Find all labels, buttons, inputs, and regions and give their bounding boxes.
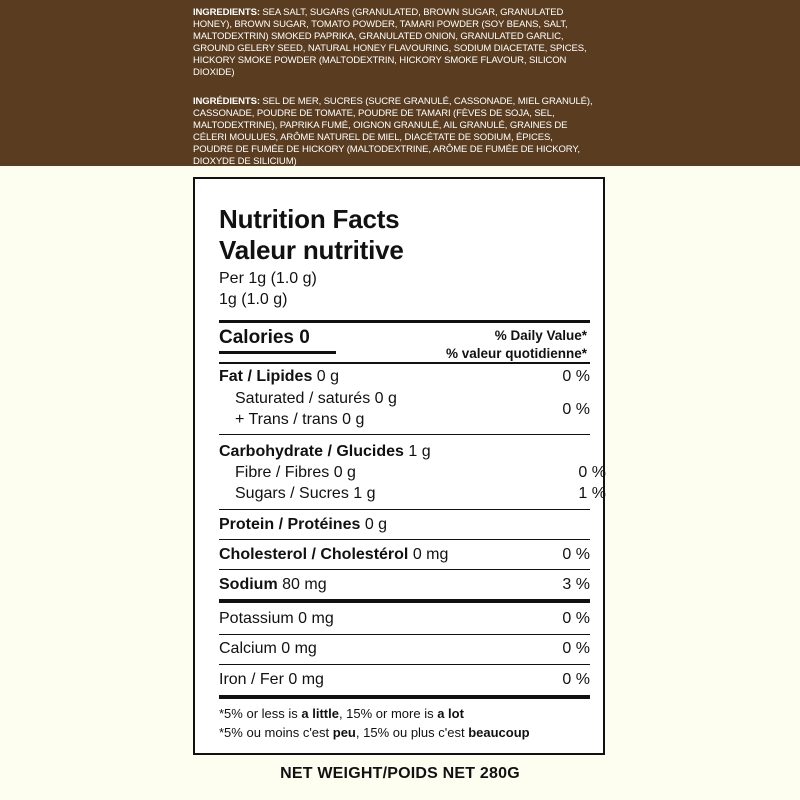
fat-dv: 0 %	[562, 368, 590, 385]
sugars-row	[219, 484, 606, 504]
fibre-dv: 0 %	[578, 464, 606, 481]
ingredients-band	[0, 0, 800, 166]
title-en: Nutrition Facts	[219, 204, 400, 234]
carbohydrate-row	[219, 442, 590, 462]
chol-dv: 0 %	[562, 546, 590, 563]
footnote-fr-bold: peu	[332, 725, 356, 740]
sugars-dv: 1 %	[578, 485, 606, 502]
ingredients-french	[193, 96, 593, 168]
calcium-row	[219, 639, 590, 659]
divider	[219, 509, 590, 510]
protein-row	[219, 515, 590, 535]
calcium-dv: 0 %	[562, 640, 590, 657]
daily-value-header	[446, 327, 587, 363]
serving-size	[219, 268, 317, 310]
potassium-dv: 0 %	[562, 610, 590, 627]
potassium-label: Potassium 0 mg	[219, 610, 334, 627]
footnote	[219, 704, 530, 742]
divider-thick	[219, 695, 590, 699]
footnote-fr-part: *5% ou moins c'est	[219, 725, 333, 740]
fat-value: 0 g	[312, 368, 340, 385]
sugars-label: Sugars / Sucres 1 g	[235, 485, 376, 502]
divider	[219, 434, 590, 435]
ingredients-en-label: INGREDIENTS:	[193, 7, 260, 18]
sodium-row	[219, 575, 590, 595]
divider	[219, 664, 590, 665]
ingredients-en-text: SEA SALT, SUGARS (GRANULATED, BROWN SUGAR, GRANULATED HONEY), BROWN SUGAR, TOMATO POWDER, TAMARI POWDER (SOY BEANS, SALT, MALTODEXTRIN) SMOKED PAPRIKA, GRANULATED ONION, GRANULATED GARLIC, GROUND GELERY SEED, NATURAL HONEY FLAVOURING, SODIUM DIACETATE, SPICES, HICKORY SMOKE POWDER (MALTODEXTRIN, HICKORY SMOKE FLAVOUR, SILICON DIOXIDE)	[193, 7, 587, 78]
divider	[219, 362, 590, 364]
serving-line-2: 1g (1.0 g)	[219, 291, 288, 308]
calories-underline	[219, 351, 336, 354]
carb-value: 1 g	[403, 443, 431, 460]
dv-header-en: % Daily Value*	[494, 328, 587, 343]
footnote-en-part: *5% or less is	[219, 706, 302, 721]
sodium-value: 80 mg	[277, 576, 327, 593]
potassium-row	[219, 609, 590, 629]
iron-label: Iron / Fer 0 mg	[219, 671, 324, 688]
divider	[219, 539, 590, 540]
fat-label: Fat / Lipides	[219, 368, 313, 385]
fibre-row	[219, 463, 606, 483]
footnote-fr-bold: beaucoup	[468, 725, 530, 740]
sodium-dv: 3 %	[562, 576, 590, 593]
nutrition-title	[219, 204, 404, 266]
divider-thick	[219, 320, 590, 323]
carb-label: Carbohydrate / Glucides	[219, 443, 404, 460]
footnote-fr-part: , 15% ou plus c'est	[355, 725, 469, 740]
calcium-label: Calcium 0 mg	[219, 640, 317, 657]
divider	[219, 634, 590, 635]
footnote-en-bold: a lot	[437, 706, 464, 721]
divider	[219, 569, 590, 570]
nutrition-facts-table	[193, 177, 605, 755]
iron-dv: 0 %	[562, 671, 590, 688]
footnote-fr	[219, 723, 530, 742]
chol-value: 0 mg	[408, 546, 449, 563]
net-weight: NET WEIGHT/POIDS NET 280G	[280, 765, 520, 782]
saturated-row: Saturated / saturés 0 g	[235, 390, 397, 407]
iron-row	[219, 670, 590, 690]
chol-label: Cholesterol / Cholestérol	[219, 546, 409, 563]
ingredients-fr-label: INGRÉDIENTS:	[193, 96, 260, 107]
trans-row: + Trans / trans 0 g	[235, 411, 365, 428]
protein-label: Protein / Protéines	[219, 516, 361, 533]
calories-label: Calories 0	[219, 327, 310, 348]
divider-thick	[219, 599, 590, 603]
cholesterol-row	[219, 545, 590, 565]
footnote-en	[219, 704, 530, 723]
title-fr: Valeur nutritive	[219, 235, 404, 265]
serving-line-1: Per 1g (1.0 g)	[219, 270, 317, 287]
ingredients-fr-text: SEL DE MER, SUCRES (SUCRE GRANULÉ, CASSONADE, MIEL GRANULÉ), CASSONADE, POUDRE DE TOMATE, POUDRE DE TAMARI (FÈVES DE SOJA, SEL, MALTODEXTRINE), PAPRIKA FUMÉ, OIGNON GRANULÉ, AIL GRANULÉ, GRAINES DE CÉLERI MOULUES, ARÔME NATUREL DE MIEL, DIACÉTATE DE SODIUM, ÉPICES, POUDRE DE FUMÉE DE HICKORY (MALTODEXTRINE, ARÔME DE FUMÉE DE HICKORY, DIOXYDE DE SILICIUM)	[193, 96, 593, 167]
fibre-label: Fibre / Fibres 0 g	[235, 464, 356, 481]
footnote-en-bold: a little	[301, 706, 339, 721]
ingredients-english	[193, 7, 593, 79]
fat-row	[219, 367, 590, 387]
sodium-label: Sodium	[219, 576, 278, 593]
footnote-en-part: , 15% or more is	[338, 706, 438, 721]
sat-trans-dv: 0 %	[562, 401, 590, 418]
protein-value: 0 g	[360, 516, 388, 533]
dv-header-fr: % valeur quotidienne*	[445, 346, 587, 361]
